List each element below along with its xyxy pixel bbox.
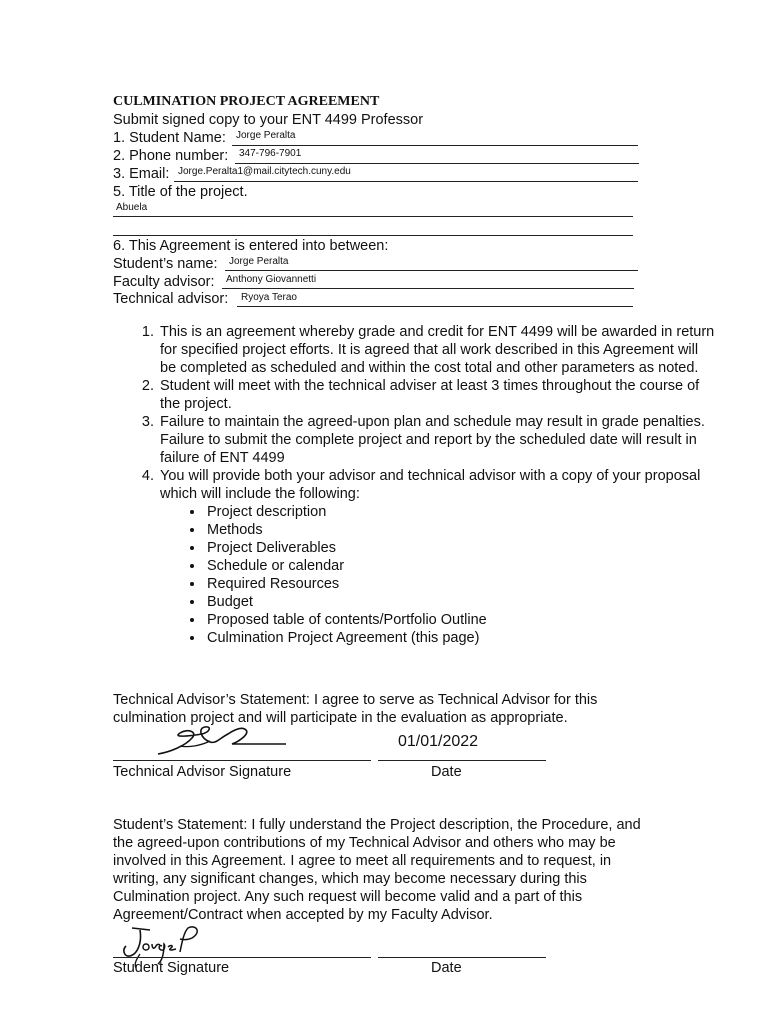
student-date-line <box>378 957 546 958</box>
student-signature-line <box>113 957 371 958</box>
term-1: 1. This is an agreement whereby grade and credit for ENT 4499 will be awarded in return for specified project efforts. It is agreed that all work described in this Agreement will be completed as scheduled and within the cost total and other parameters as noted. <box>158 323 718 377</box>
technical-advisor-signature-line <box>113 760 371 761</box>
technical-advisor-date-line <box>378 760 546 761</box>
proposal-item: • Proposed table of contents/Portfolio Outline <box>205 611 718 629</box>
technical-advisor-value[interactable]: Ryoya Terao <box>241 292 297 303</box>
proposal-items-list <box>160 503 718 647</box>
term-4-text: You will provide both your advisor and technical advisor with a copy of your proposal which will include the following: <box>160 468 701 502</box>
technical-advisor-line <box>237 306 633 307</box>
term-2: 2. Student will meet with the technical adviser at least 3 times throughout the course of the project. <box>158 377 718 413</box>
technical-advisor-statement: Technical Advisor’s Statement: I agree to serve as Technical Advisor for this culmination project and will participate in the evaluation as appropriate. <box>113 692 598 726</box>
phone-label: 2. Phone number: <box>113 148 229 164</box>
student-name-label: 1. Student Name: <box>113 130 226 146</box>
student-name-line <box>232 145 638 146</box>
student-statement: Student’s Statement: I fully understand the Project description, the Procedure, and the agreed-upon contributions of my Technical Advisor and others who may be involved in this Agreement. I agree to meet all requirements and to request, in writing, any significant changes, which may become necessary during this Culmination project. Any such request will become valid and a part of this Agreement/Contract when accepted by my Faculty Advisor. <box>113 817 641 923</box>
agreement-student-value[interactable]: Jorge Peralta <box>229 256 289 267</box>
agreement-intro: 6. This Agreement is entered into between: <box>113 238 389 254</box>
email-value[interactable]: Jorge.Peralta1@mail.citytech.cuny.edu <box>178 166 351 177</box>
faculty-advisor-label: Faculty advisor: <box>113 274 215 290</box>
proposal-item: • Culmination Project Agreement (this page) <box>205 629 718 647</box>
project-title-label: 5. Title of the project. <box>113 184 248 200</box>
document-subtitle: Submit signed copy to your ENT 4499 Professor <box>113 112 424 128</box>
proposal-item: • Project Deliverables <box>205 539 718 557</box>
proposal-item: • Project description <box>205 503 718 521</box>
project-title-line-2 <box>113 235 633 236</box>
student-date-label: Date <box>431 960 462 976</box>
phone-line <box>235 163 639 164</box>
technical-advisor-label: Technical advisor: <box>113 291 229 307</box>
email-line <box>174 181 638 182</box>
agreement-student-line <box>225 270 638 271</box>
faculty-advisor-line <box>222 288 634 289</box>
technical-advisor-signature <box>150 724 290 760</box>
technical-advisor-signature-label: Technical Advisor Signature <box>113 764 292 780</box>
student-name-value[interactable]: Jorge Peralta <box>236 130 296 141</box>
proposal-item: • Budget <box>205 593 718 611</box>
project-title-value[interactable]: Abuela <box>116 202 148 213</box>
agreement-student-label: Student’s name: <box>113 256 218 272</box>
agreement-terms-list <box>113 323 718 647</box>
faculty-advisor-value[interactable]: Anthony Giovannetti <box>226 274 317 285</box>
term-3: 3. Failure to maintain the agreed-upon plan and schedule may result in grade penalties. Failure to submit the complete project and report by the scheduled date will result in failure of ENT 4499 <box>158 413 718 467</box>
term-4 <box>158 467 718 647</box>
proposal-item: • Methods <box>205 521 718 539</box>
technical-advisor-date-label: Date <box>431 764 462 780</box>
proposal-item: • Required Resources <box>205 575 718 593</box>
project-title-line-1 <box>113 216 633 217</box>
technical-advisor-date-value[interactable]: 01/01/2022 <box>398 733 479 750</box>
phone-value[interactable]: 347-796-7901 <box>239 148 302 159</box>
proposal-item: • Schedule or calendar <box>205 557 718 575</box>
email-label: 3. Email: <box>113 166 170 182</box>
student-signature-label: Student Signature <box>113 960 230 976</box>
document-title: CULMINATION PROJECT AGREEMENT <box>113 94 380 109</box>
